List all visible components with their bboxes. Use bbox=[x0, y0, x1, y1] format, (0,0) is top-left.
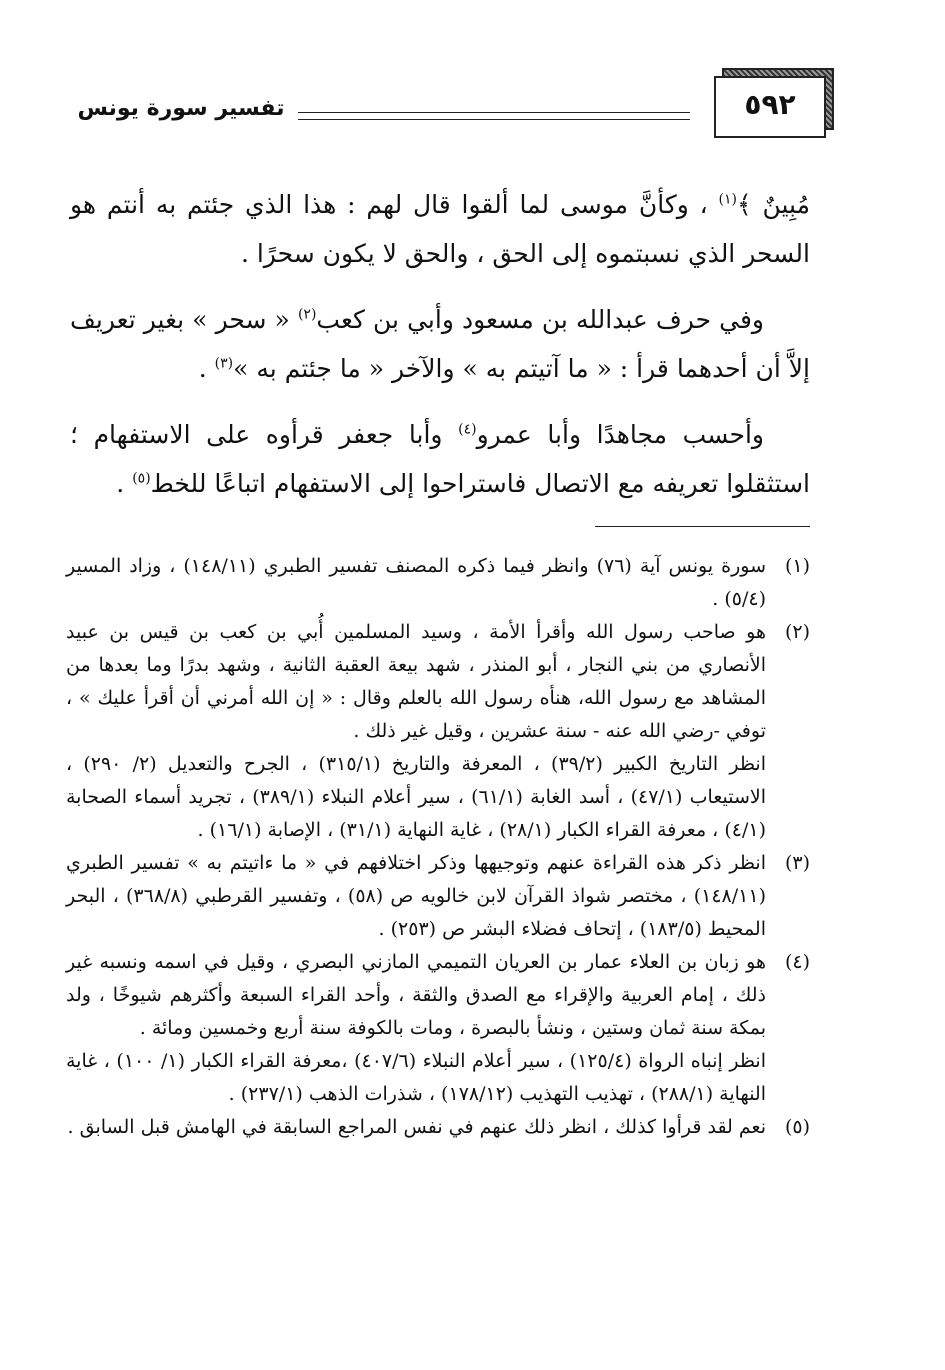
paragraph-text: وأبا جعفر قرأوه على الاستفهام ؛ استثقلوا تعريفه مع الاتصال فاستراحوا إلى الاستفهام اتباعًا للخط bbox=[70, 420, 810, 498]
footnote-body bbox=[66, 1111, 766, 1144]
footnote bbox=[66, 946, 810, 1111]
footnote-reference: (٥) bbox=[132, 470, 151, 487]
footnote-reference: (٤) bbox=[458, 421, 477, 438]
footnote-text: هو زبان بن العلاء عمار بن العريان التميمي المازني البصري ، وقيل في اسمه ونسبه غير ذلك ، إمام العربية والإقراء مع الصدق والثقة ، وأحد القراء السبعة وأكثرهم شيوخًا ، ولد بمكة سنة ثمان وستين ، ونشأ بالبصرة ، ومات بالكوفة سنة أربع وخمسين ومائة . bbox=[66, 951, 766, 1039]
footnote-body bbox=[66, 946, 766, 1111]
footnote-reference: (٢) bbox=[297, 306, 317, 323]
footnote-text: انظر ذكر هذه القراءة عنهم وتوجيهها وذكر اختلافهم في « ما ءاتيتم به » تفسير الطبري (١٤٨/١١) ، مختصر شواذ القرآن لابن خالويه ص (٥٨) ، وتفسير القرطبي (٣٦٨/٨) ، البحر المحيط (١٨٣/٥) ، إتحاف فضلاء البشر ص (٢٥٣) . bbox=[66, 852, 766, 940]
footnote-body bbox=[66, 550, 766, 616]
footnote-body bbox=[66, 847, 766, 946]
header-double-rule bbox=[298, 112, 690, 120]
main-paragraph bbox=[70, 295, 810, 393]
footnote-reference: (١) bbox=[718, 191, 738, 208]
footnote-text: سورة يونس آية (٧٦) وانظر فيما ذكره المصنف تفسير الطبري (١٤٨/١١) ، وزاد المسير (٥/٤) . bbox=[66, 555, 767, 610]
footnotes bbox=[66, 550, 810, 1144]
paragraph-text: « سحر » بغير تعريف إلاَّ أن أحدهما قرأ : « ما آتيتم به » والآخر « ما جئتم به » bbox=[70, 305, 810, 383]
main-paragraph bbox=[70, 410, 810, 508]
footnote bbox=[66, 1111, 810, 1144]
main-text bbox=[70, 180, 810, 525]
paragraph-text: . bbox=[116, 469, 133, 498]
page-header bbox=[60, 70, 830, 150]
footnote-number: (٥) bbox=[784, 1116, 810, 1138]
footnote-reference: (٣) bbox=[214, 355, 234, 372]
footnote-text: انظر التاريخ الكبير (٣٩/٢) ، المعرفة والتاريخ (٣١٥/١) ، الجرح والتعديل (٢/ ٢٩٠) ، الاستيعاب (٤٧/١) ، أسد الغابة (٦١/١) ، سير أعلام النبلاء (٣٨٩/١) ، تجريد أسماء الصحابة (٤/١) ، معرفة القراء الكبار (٢٨/١) ، غاية النهاية (٣١/١) ، الإصابة (١٦/١) . bbox=[66, 753, 766, 841]
footnote bbox=[66, 616, 810, 847]
page-number: ٥٩٢ bbox=[744, 88, 796, 121]
footnote-text: نعم لقد قرأوا كذلك ، انظر ذلك عنهم في نفس المراجع السابقة في الهامش قبل السابق . bbox=[67, 1116, 766, 1138]
footnote-separator bbox=[595, 526, 810, 527]
paragraph-text: وفي حرف عبدالله بن مسعود وأبي بن كعب bbox=[316, 305, 764, 334]
main-paragraph bbox=[70, 180, 810, 278]
paragraph-text: ، وكأنَّ موسى لما ألقوا قال لهم : هذا الذي جئتم به أنتم هو السحر الذي نسبتموه إلى الحق ، والحق لا يكون سحرًا . bbox=[70, 190, 810, 268]
footnote-number: (٣) bbox=[784, 852, 810, 874]
footnote-body bbox=[66, 616, 766, 847]
paragraph-text: . bbox=[198, 354, 215, 383]
footnote bbox=[66, 847, 810, 946]
footnote-text: هو صاحب رسول الله وأقرأ الأمة ، وسيد المسلمين أُبي بن كعب بن قيس بن عبيد الأنصاري من بني النجار ، أبو المنذر ، شهد بيعة العقبة الثانية ، وشهد بدرًا وما بعدها من المشاهد مع رسول الله، هنأه رسول الله بالعلم وقال : « إن الله أمرني أن أقرأ عليك » ، توفي -رضي الله عنه - سنة عشرين ، وقيل غير ذلك . bbox=[66, 621, 766, 742]
footnote-number: (١) bbox=[784, 555, 810, 577]
running-title: تفسير سورة يونس bbox=[77, 96, 285, 121]
footnote-number: (٢) bbox=[784, 621, 810, 643]
paragraph-text: مُبِينٌ ﴾ bbox=[737, 190, 810, 219]
page-number-box bbox=[714, 76, 826, 138]
footnote-text: انظر إنباه الرواة (١٢٥/٤) ، سير أعلام النبلاء (٤٠٧/٦) ،معرفة القراء الكبار (١/ ١٠٠) ، غاية النهاية (٢٨٨/١) ، تهذيب التهذيب (١٧٨/١٢) ، شذرات الذهب (٢٣٧/١) . bbox=[66, 1050, 766, 1105]
paragraph-text: وأحسب مجاهدًا وأبا عمرو bbox=[476, 420, 764, 449]
footnote bbox=[66, 550, 810, 616]
footnote-number: (٤) bbox=[784, 951, 810, 973]
